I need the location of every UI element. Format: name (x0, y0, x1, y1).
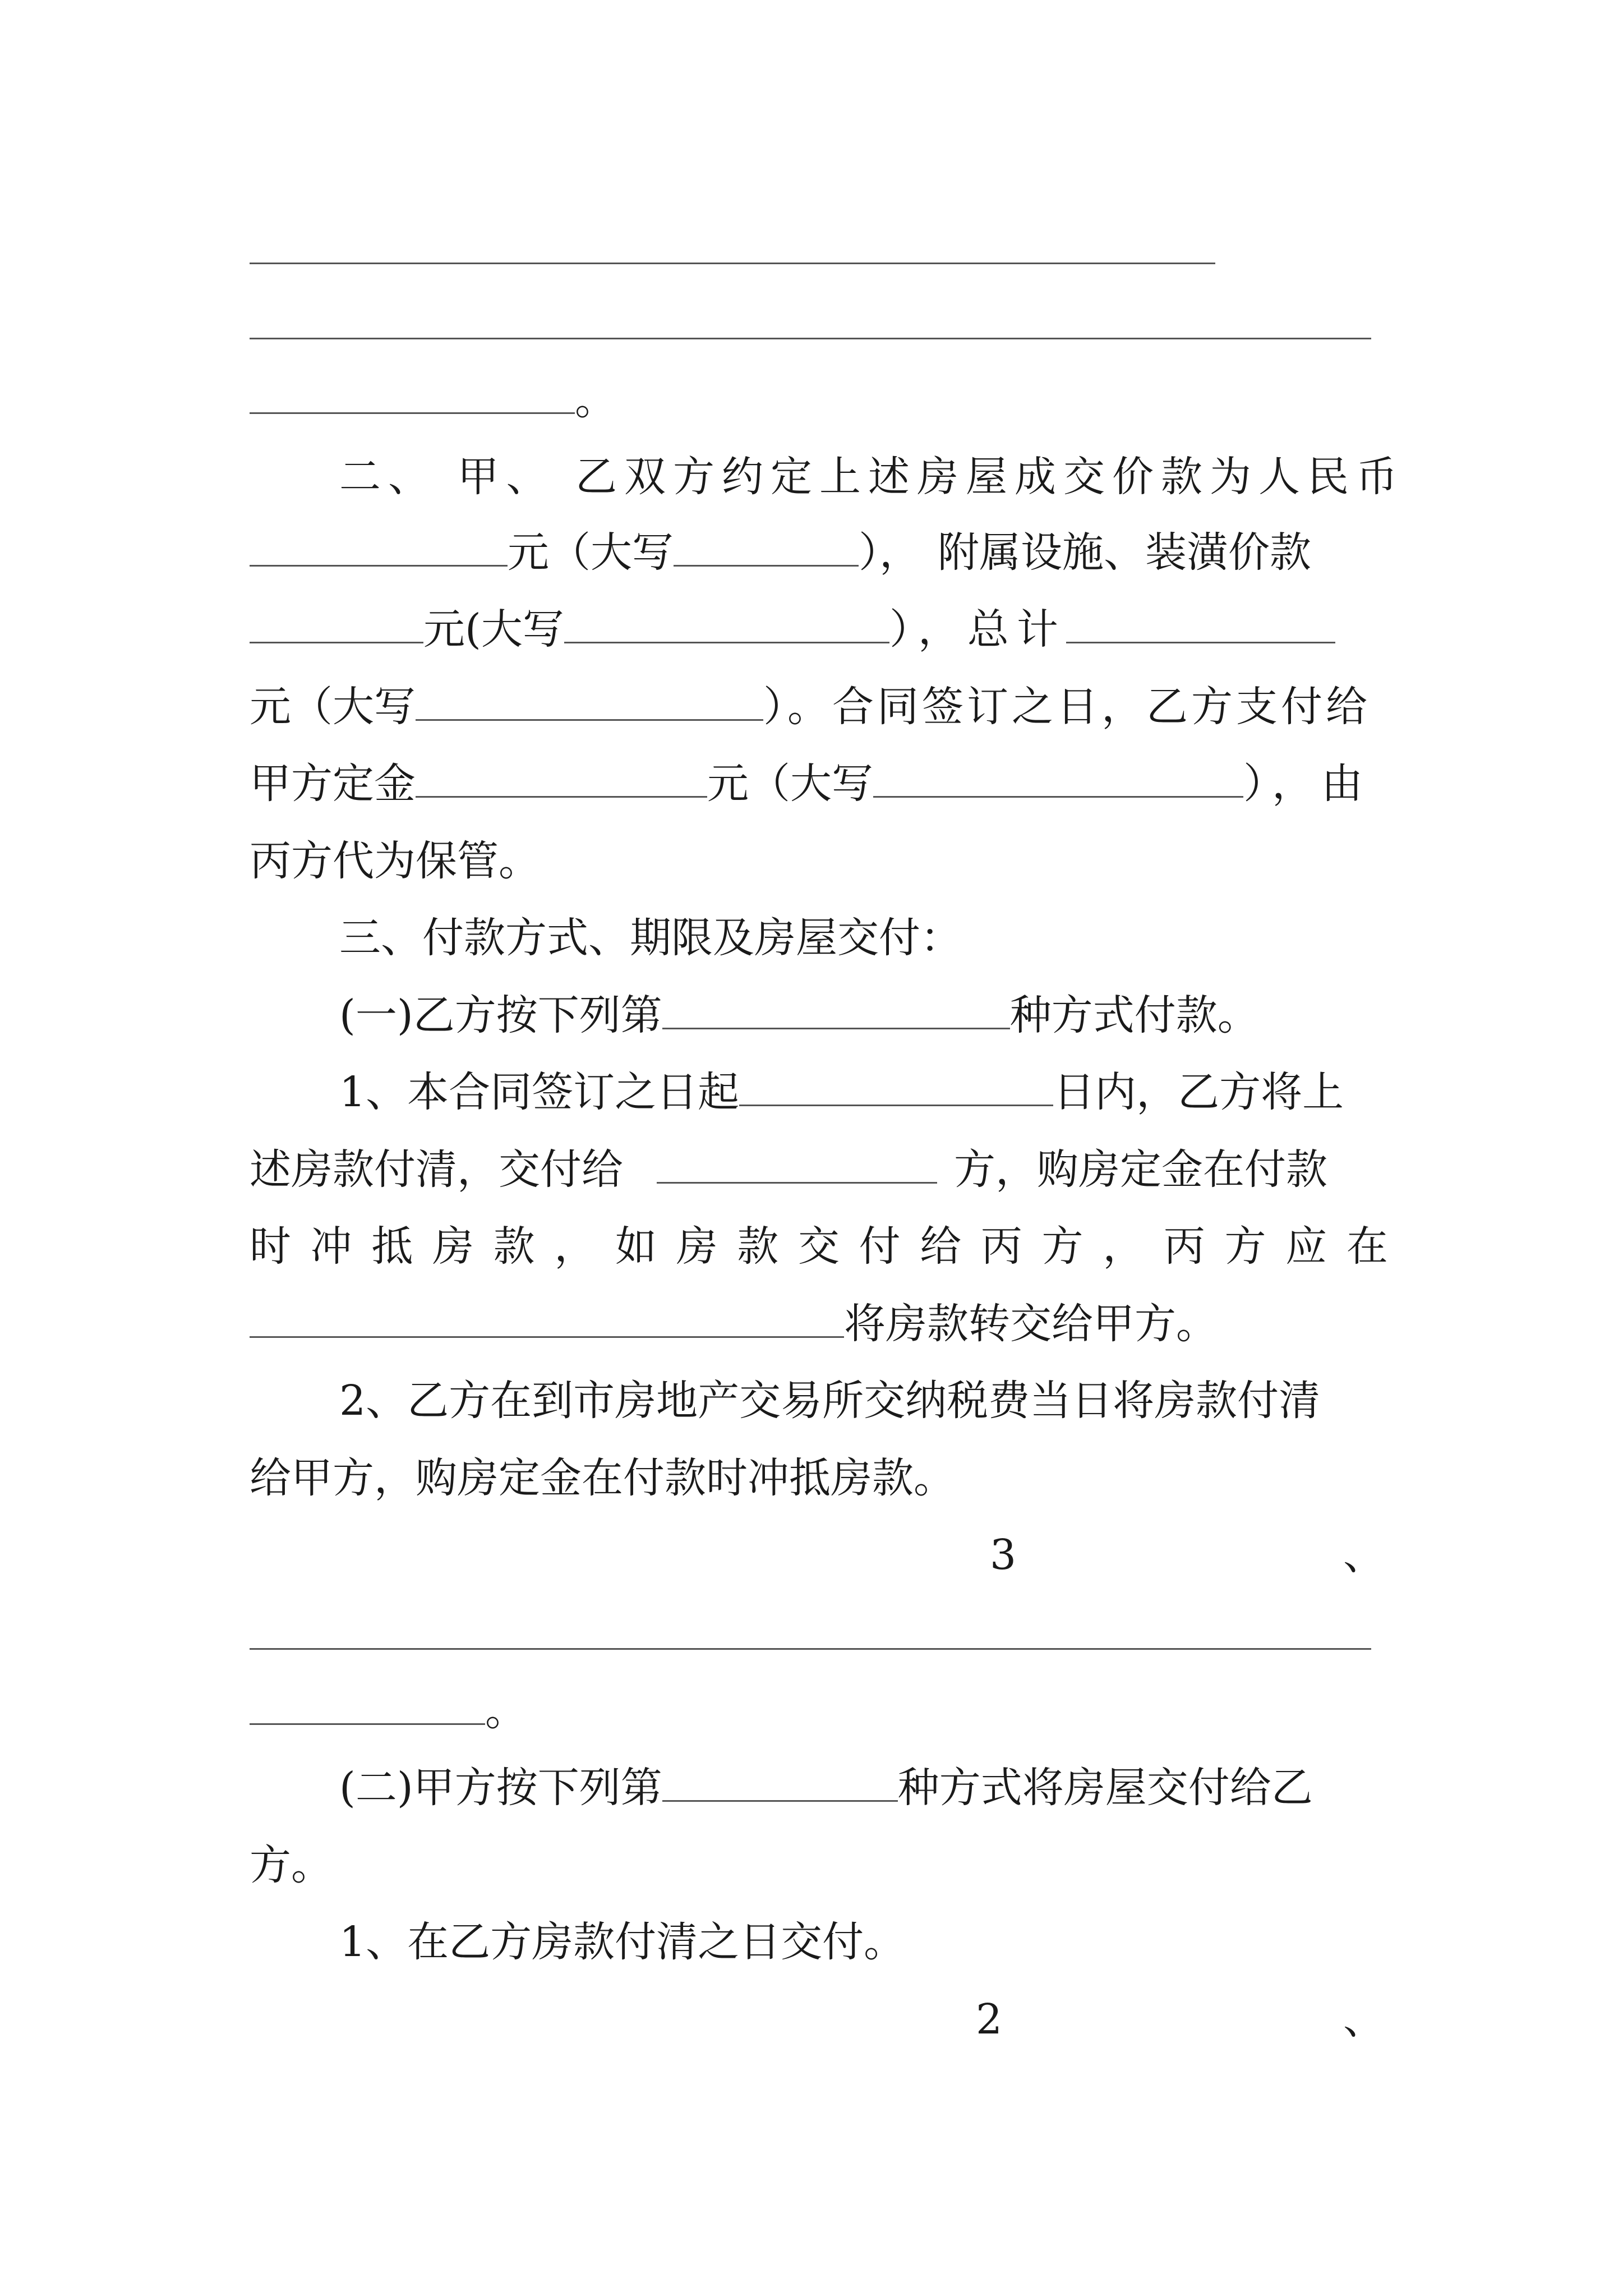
deposit-field[interactable] (416, 761, 707, 798)
justified-char: 房 (676, 1222, 718, 1271)
total-uppercase-field[interactable] (416, 684, 763, 721)
section-2-line-5 (250, 758, 1388, 809)
item-2-line-1 (250, 1375, 1478, 1426)
text: 丙方代为保管。 (250, 837, 540, 885)
justified-char: 付 (859, 1222, 901, 1271)
justified-char: 应 (1285, 1222, 1327, 1271)
text: ），由 (1243, 760, 1371, 808)
item-1-line-4 (250, 1299, 1388, 1349)
blank-line[interactable] (250, 263, 1215, 264)
delivery-item-2-number (976, 1994, 1021, 2045)
justified-char: 如 (615, 1222, 657, 1271)
item-1-line-1 (250, 1067, 1478, 1117)
facility-price-field[interactable] (250, 607, 423, 643)
facility-uppercase-field[interactable] (564, 607, 889, 643)
text: 三、付款方式、期限及房屋交付： (339, 914, 962, 962)
text: 元(大写 (423, 605, 564, 654)
section-3-2-line-2 (250, 1840, 1388, 1890)
justified-char: 冲 (310, 1222, 352, 1271)
text: 附属设施、装潢价款 (938, 528, 1311, 577)
justified-char: 时 (250, 1222, 291, 1271)
text: 述房款付清，交付给 (250, 1145, 623, 1194)
justified-char: 抵 (371, 1222, 413, 1271)
text: 、 (1343, 1995, 1385, 2044)
blank-field[interactable] (250, 1688, 485, 1725)
section-3-2-line-1 (250, 1763, 1478, 1813)
text: ）。合同签订之日，乙方支付给 (763, 683, 1371, 731)
text: 3 (990, 1531, 1017, 1579)
delivery-item-2-separator (1343, 1994, 1388, 2045)
blank-line[interactable] (250, 1648, 1371, 1650)
item-3-number (990, 1530, 1035, 1580)
text: 方。 (250, 1841, 333, 1889)
section-2-line-1 (250, 452, 1478, 502)
text: 1、在乙方房款付清之日交付。 (339, 1918, 906, 1966)
text: 元（大写 (250, 683, 416, 731)
text-line (250, 375, 1388, 425)
justified-char: 给 (920, 1222, 962, 1271)
justified-char: 在 (1346, 1222, 1388, 1271)
text: 2、乙方在到市房地产交易所交纳税费当日将房款付清 (339, 1377, 1321, 1425)
delivery-method-field[interactable] (662, 1765, 898, 1802)
justified-char: 房 (432, 1222, 474, 1271)
text: 元（大写 (707, 760, 873, 808)
item-3-separator (1343, 1530, 1388, 1580)
price-uppercase-field[interactable] (674, 530, 859, 567)
total-field[interactable] (1066, 607, 1335, 643)
text: 方，购房定金在付款 (954, 1145, 1327, 1194)
justified-char: 款 (737, 1222, 779, 1271)
justified-char: 丙 (1163, 1222, 1205, 1271)
text: 给甲方，购房定金在付款时冲抵房款。 (250, 1454, 955, 1502)
justified-char: 方 (1224, 1222, 1266, 1271)
days-field[interactable] (739, 1070, 1053, 1106)
text: 元（大写 (508, 528, 674, 577)
text: 、 (1343, 1531, 1385, 1579)
text: 1、本合同签订之日起 (339, 1068, 740, 1116)
text: (一)乙方按下列第 (339, 991, 662, 1039)
text: ），总计 (889, 605, 1066, 654)
blank-field[interactable] (250, 378, 575, 414)
item-1-line-3 (250, 1221, 1388, 1272)
section-3-title (250, 913, 1478, 963)
blank-line[interactable] (250, 338, 1371, 339)
text: 种方式付款。 (1009, 991, 1259, 1039)
item-2-line-2 (250, 1453, 1388, 1503)
payee-field[interactable] (657, 1147, 937, 1184)
item-1-line-2 (250, 1144, 1388, 1195)
text: 将房款转交给甲方。 (844, 1300, 1218, 1348)
period: 。 (485, 1687, 527, 1735)
text: (二)甲方按下列第 (339, 1764, 662, 1812)
price-field[interactable] (250, 530, 508, 567)
justified-char: ， (1103, 1222, 1145, 1271)
text: 二、 甲、 乙双方约定上述房屋成交价款为人民币 (339, 453, 1405, 501)
justified-char: 方 (1041, 1222, 1083, 1271)
delivery-item-1 (250, 1917, 1478, 1967)
period: 。 (575, 376, 616, 424)
text: 日内，乙方将上 (1053, 1068, 1344, 1116)
justified-char: 丙 (980, 1222, 1022, 1271)
deposit-uppercase-field[interactable] (873, 761, 1243, 798)
payment-method-field[interactable] (662, 993, 1010, 1029)
section-3-1-line (250, 990, 1478, 1041)
justified-char: 款 (493, 1222, 535, 1271)
text: ）， (859, 528, 921, 577)
text: 甲方定金 (250, 760, 416, 808)
item-3-end-line (250, 1686, 1388, 1736)
text: 种方式将房屋交付给乙 (897, 1764, 1313, 1812)
section-2-line-2 (250, 527, 1388, 578)
justified-char: ， (554, 1222, 596, 1271)
text: 2 (976, 1995, 1003, 2044)
section-2-line-6 (250, 836, 1388, 886)
transfer-time-field[interactable] (250, 1301, 844, 1338)
section-2-line-4 (250, 682, 1388, 732)
section-2-line-3 (250, 604, 1388, 655)
justified-char: 交 (797, 1222, 840, 1271)
